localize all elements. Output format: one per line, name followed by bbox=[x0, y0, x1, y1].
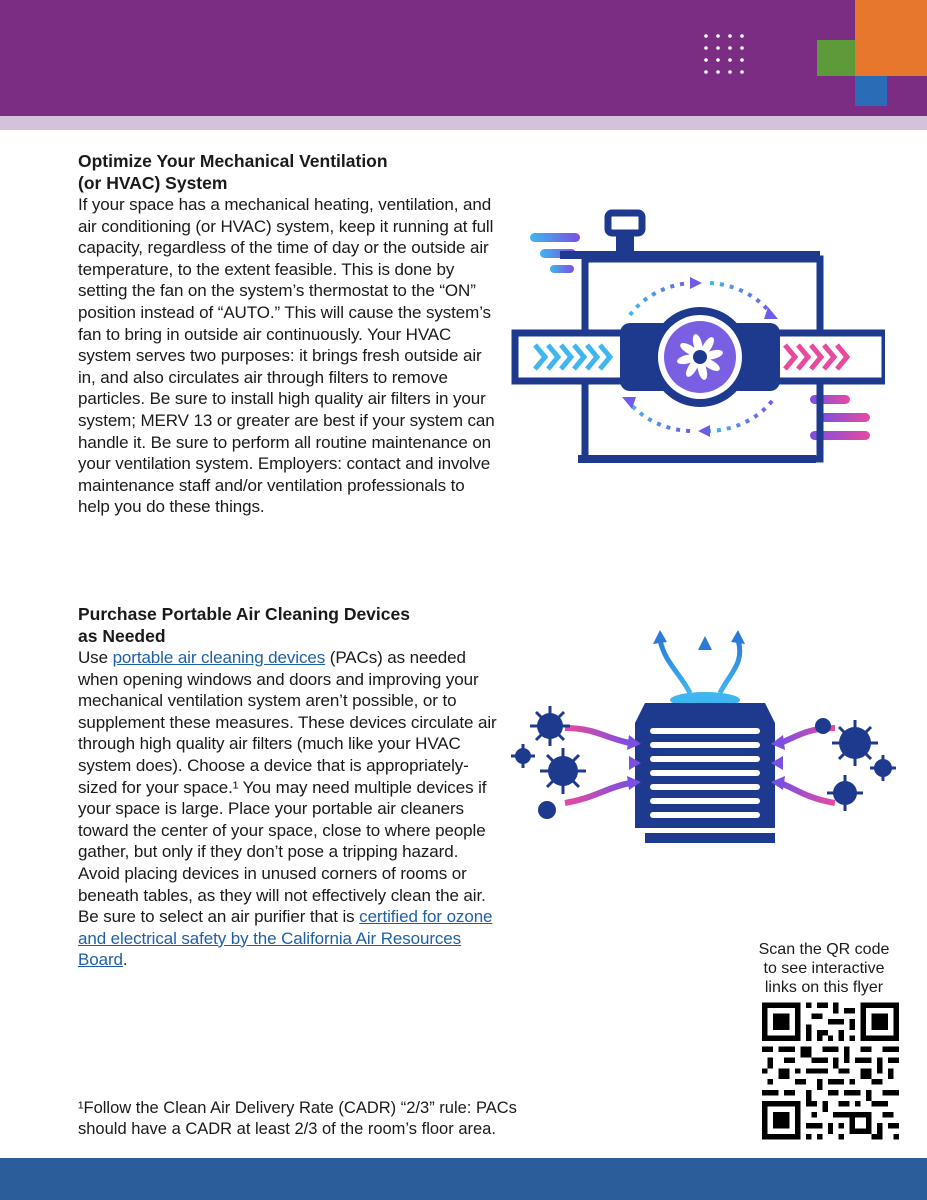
section-pac-body: Use portable air cleaning devices (PACs) as needed when opening windows and doors and improving your mechanical ventilation system aren’t possible, or to supplement these measures. These devices circulate air through high quality air filters (much like your HVAC system does). Choose a device that is appropriately-sized for your space.¹ You may need multiple devices if your space is large. Place your portable air cleaners toward the center of your space, close to where people gather, but only if they don’t pose a tripping hazard. Avoid placing devices in unused corners of rooms or beneath tables, as they will not effectively clean the air. Be sure to select an air purifier that is certified for ozone and electrical safety by the California Air Resources Board. bbox=[78, 648, 497, 970]
carb-certification-link[interactable]: certified for ozone and electrical safety by the California Air Resources Board bbox=[78, 907, 493, 970]
qr-caption: Scan the QR code to see interactive links on this flyer bbox=[758, 941, 890, 996]
footnote: ¹Follow the Clean Air Delivery Rate (CADR) “2/3” rule: PACs should have a CADR at least 2/3 of the room’s floor area. bbox=[78, 1099, 517, 1138]
pac-link[interactable]: portable air cleaning devices bbox=[112, 648, 326, 667]
section-hvac bbox=[78, 150, 498, 518]
footer-band bbox=[0, 1158, 927, 1200]
qr-code[interactable] bbox=[762, 1002, 899, 1140]
green-square bbox=[817, 40, 855, 76]
hvac-unit-illustration bbox=[510, 205, 885, 475]
section-hvac-heading: Optimize Your Mechanical Ventilation (or HVAC) System bbox=[78, 151, 388, 193]
header-band bbox=[0, 0, 927, 116]
blue-square bbox=[855, 76, 887, 106]
air-purifier-illustration bbox=[505, 628, 900, 853]
orange-square bbox=[855, 0, 927, 76]
dot-grid-icon bbox=[700, 30, 756, 82]
header-stripe bbox=[0, 116, 927, 130]
section-pac-heading: Purchase Portable Air Cleaning Devices as Needed bbox=[78, 604, 410, 646]
section-pac bbox=[78, 603, 498, 971]
section-hvac-body: If your space has a mechanical heating, ventilation, and air conditioning (or HVAC) system, keep it running at full capacity, regardless of the time of day or the outside air temperature, to the extent feasible. This is done by setting the fan on the system’s thermostat to the “ON” position instead of “AUTO.” This will cause the system’s fan to bring in outside air continuously. Your HVAC system serves two purposes: it brings fresh outside air in, and also circulates air through filters to remove particles. Be sure to install high quality air filters in your system; MERV 13 or greater are best if your system can handle it. Be sure to perform all routine maintenance on your ventilation system. Employers: contact and involve maintenance staff and/or ventilation professionals to help you do these things. bbox=[78, 195, 495, 517]
